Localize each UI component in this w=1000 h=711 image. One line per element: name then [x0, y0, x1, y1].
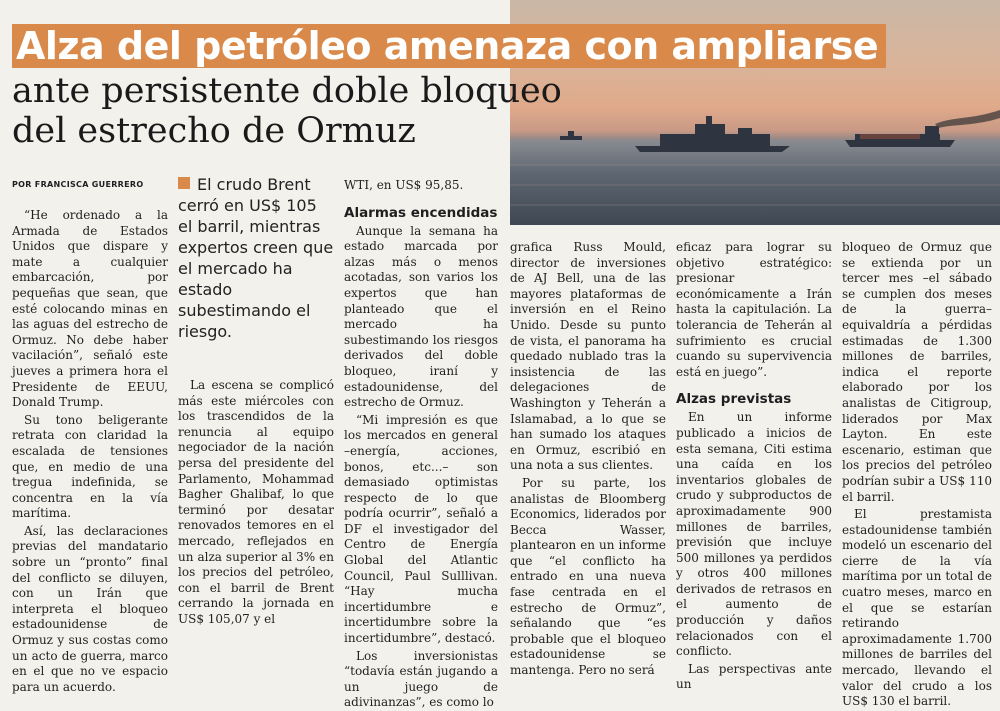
paragraph: bloqueo de Ormuz que se extienda por un tercer mes –el sábado se cumplen dos meses de la guerra– equivaldría a pérdidas estimadas de 1.300 millones de barriles, indica el reporte elaborado por los analistas de Citigroup, liderados por Max Layton. En este escenario, estiman que los precios del petróleo podrían subir a US$ 110 el barril. [842, 240, 992, 504]
paragraph: grafica Russ Mould, director de inversiones de AJ Bell, una de las mayores plataformas de inversión en el Reino Unido. Desde su punto de vista, el panorama ha quedado nublado tras la insistencia de las delegaciones de Washington y Teherán a Islamabad, a lo que se han sumado los ataques en Ormuz, escribió en una nota a sus clientes. [510, 240, 666, 473]
article-column-4 [510, 240, 666, 679]
paragraph: “Mi impresión es que los mercados en general –energía, acciones, bonos, etc...– son demasiado optimistas respecto de lo que podría ocurrir”, señaló a DF el investigador del Centro de Energía Global del Atlantic Council, Paul Sulllivan. “Hay mucha incertidumbre e incertidumbre sobre la incertidumbre”, destacó. [344, 412, 498, 646]
paragraph: Su tono beligerante retrata con claridad la escalada de tensiones que, en medio de una tregua indefinida, se concentra en la vía marítima. [12, 412, 168, 521]
article-column-1 [12, 208, 168, 695]
paragraph: La escena se complicó más este miércoles con los trascendidos de la renuncia al equipo negociador de la nación persa del presidente del Parlamento, Mohammad Bagher Ghalibaf, lo que terminó por desatar renovados temores en el mercado, reflejados en un alza superior al 3% en los precios del petróleo, con el barril de Brent cerrando la jornada en US$ 105,07 y el [178, 378, 334, 626]
headline-subline: ante persistente doble bloqueo del estrecho de Ormuz [12, 71, 562, 151]
byline: POR FRANCISCA GUERRERO [12, 180, 144, 189]
pullquote-square-icon [178, 177, 190, 189]
pullquote-text: El crudo Brent cerró en US$ 105 el barril, mientras expertos creen que el mercado ha estado subestimando el riesgo. [178, 175, 334, 341]
paragraph: El prestamista estadounidense también modeló un escenario del cierre de la vía marítima por un total de cuatro meses, marco en el que se estarían retirando aproximadamente 1.700 millones de barriles del mercado, llevando el valor del crudo a los US$ 130 el barril. [842, 507, 992, 709]
paragraph: “He ordenado a la Armada de Estados Unidos que dispare y mate a cualquier embarcación, por pequeñas que sean, que esté colocando minas en las aguas del estrecho de Ormuz. No debe haber vacilación”, señaló este jueves a primera hora el Presidente de EEUU, Donald Trump. [12, 208, 168, 410]
paragraph: WTI, en US$ 95,85. [344, 178, 464, 192]
paragraph: Así, las declaraciones previas del mandatario sobre un “pronto” final del conflicto se diluyen, con un Irán que interpreta el bloqueo estadounidense de Ormuz y sus costas como un acto de guerra, marco en el que no ve espacio para un acuerdo. [12, 523, 168, 694]
pullquote [178, 174, 336, 342]
paragraph: Las perspectivas ante un [676, 661, 832, 692]
headline-highlight: Alza del petróleo amenaza con ampliarse [12, 24, 886, 68]
article-column-2 [178, 378, 334, 628]
paragraph: Los inversionistas “todavía están jugando a un juego de adivinanzas”, es como lo [344, 648, 498, 710]
article-column-3 [344, 178, 498, 711]
section-heading-alzas: Alzas previstas [676, 391, 792, 408]
paragraph: En un informe publicado a inicios de esta semana, Citi estima una caída en los inventarios globales de crudo y subproductos de aproximadamente 900 millones de barriles, previsión que incluye 500 millones ya perdidos y otros 400 millones derivados de retrasos en el aumento de producción y daños relacionados con el conflicto. [676, 410, 832, 659]
paragraph: Por su parte, los analistas de Bloomberg Economics, liderados por Becca Wasser, plantearon en un informe que “el conflicto ha entrado en una nueva fase centrada en el estrecho de Ormuz”, señalando que “es probable que el bloqueo estadounidense se mantenga. Pero no será [510, 475, 666, 678]
paragraph: Aunque la semana ha estado marcada por alzas más o menos acotadas, son varios los expertos que han planteado que el mercado ha subestimando los riesgos derivados del doble bloqueo, iraní y estadounidense, del estrecho de Ormuz. [344, 223, 498, 410]
article-column-6 [842, 240, 992, 710]
section-heading-alarmas: Alarmas encendidas [344, 204, 498, 221]
article-column-5 [676, 240, 832, 693]
paragraph: eficaz para lograr su objetivo estratégico: presionar económicamente a Irán hasta la capitulación. La tolerancia de Teherán al sufrimiento es crucial cuando su supervivencia está en juego”. [676, 240, 832, 379]
